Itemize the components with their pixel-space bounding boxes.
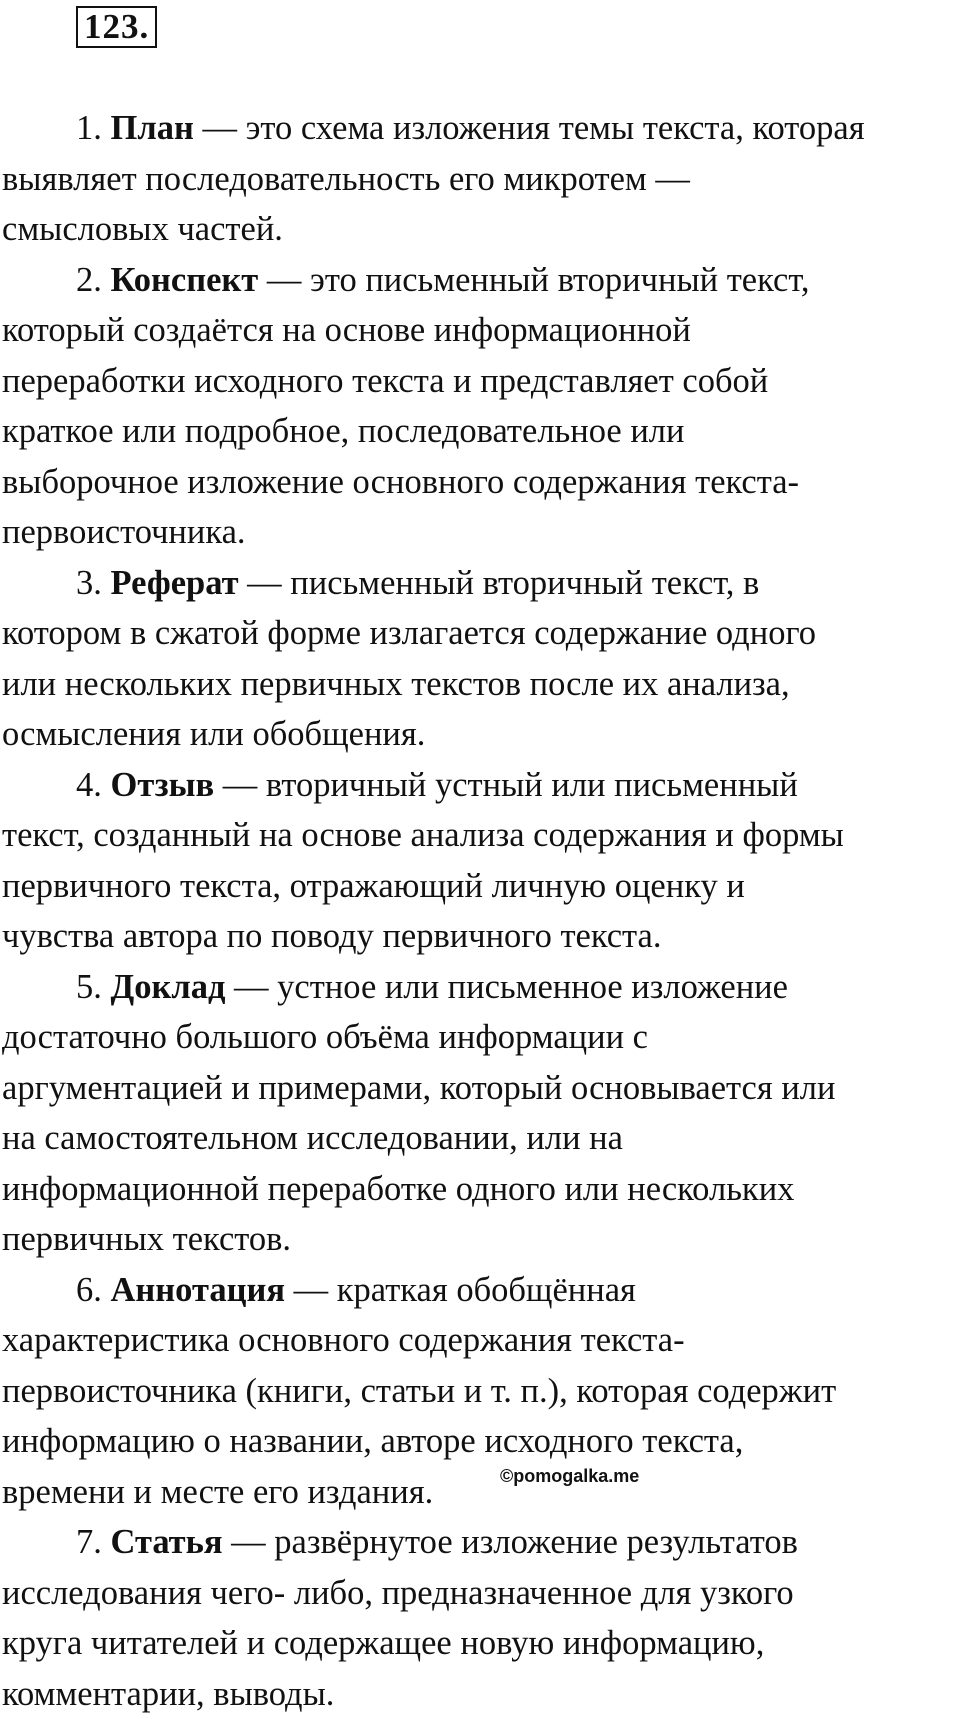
definition-text: — развёрнутое изложение результатов [231, 1523, 798, 1561]
definition-number: 6. [76, 1271, 102, 1309]
definition-text-line: переработки исходного текста и представляет собой [2, 356, 952, 407]
definition-first-line [2, 962, 952, 1013]
definition-text-line: времени и месте его издания. [2, 1467, 952, 1518]
definition-term: Доклад [111, 968, 226, 1006]
definitions-list [2, 103, 952, 1719]
definition-konspekt [2, 255, 952, 558]
definition-first-line [2, 760, 952, 811]
definition-number: 7. [76, 1523, 102, 1561]
definition-text-line: первичного текста, отражающий личную оценку и [2, 861, 952, 912]
definition-number: 3. [76, 564, 102, 602]
definition-text-line: осмысления или обобщения. [2, 709, 952, 760]
definition-text-line: текст, созданный на основе анализа содержания и формы [2, 810, 952, 861]
definition-first-line [2, 1517, 952, 1568]
definition-doklad [2, 962, 952, 1265]
definition-text-line: достаточно большого объёма информации с [2, 1012, 952, 1063]
definition-plan [2, 103, 952, 255]
definition-first-line [2, 255, 952, 306]
definition-number: 1. [76, 109, 102, 147]
watermark-text: ©pomogalka.me [500, 1466, 639, 1486]
definition-term: Аннотация [111, 1271, 286, 1309]
definition-text-line: смысловых частей. [2, 204, 952, 255]
definition-term: Отзыв [111, 766, 215, 804]
definition-text: — краткая обобщённая [294, 1271, 636, 1309]
definition-text-line: первоисточника. [2, 507, 952, 558]
definition-number: 2. [76, 261, 102, 299]
definition-term: Конспект [111, 261, 259, 299]
definition-text-line: аргументацией и примерами, который основывается или [2, 1063, 952, 1114]
definition-text-line: краткое или подробное, последовательное или [2, 406, 952, 457]
definition-text-line: выявляет последовательность его микротем — [2, 154, 952, 205]
definition-text: — устное или письменное изложение [234, 968, 788, 1006]
definition-number: 4. [76, 766, 102, 804]
definition-text-line: или нескольких первичных текстов после их анализа, [2, 659, 952, 710]
definition-term: Статья [111, 1523, 223, 1561]
definition-first-line [2, 1265, 952, 1316]
definition-statya [2, 1517, 952, 1719]
definition-text-line: информационной переработке одного или нескольких [2, 1164, 952, 1215]
definition-text-line: комментарии, выводы. [2, 1669, 952, 1719]
definition-text-line: первичных текстов. [2, 1214, 952, 1265]
definition-text-line: круга читателей и содержащее новую информацию, [2, 1618, 952, 1669]
definition-first-line [2, 103, 952, 154]
definition-text: — это письменный вторичный текст, [267, 261, 810, 299]
definition-text-line: котором в сжатой форме излагается содержание одного [2, 608, 952, 659]
definition-annotatsiya [2, 1265, 952, 1518]
definition-otzyv [2, 760, 952, 962]
definition-text-line: первоисточника (книги, статьи и т. п.), которая содержит [2, 1366, 952, 1417]
definition-number: 5. [76, 968, 102, 1006]
definition-text: — письменный вторичный текст, в [247, 564, 759, 602]
definition-first-line [2, 558, 952, 609]
definition-text: — это схема изложения темы текста, которая [202, 109, 864, 147]
definition-text-line: на самостоятельном исследовании, или на [2, 1113, 952, 1164]
definition-text-line: чувства автора по поводу первичного текста. [2, 911, 952, 962]
task-number-box: 123. [76, 6, 157, 48]
definition-term: План [111, 109, 194, 147]
definition-text-line: выборочное изложение основного содержания текста- [2, 457, 952, 508]
definition-term: Реферат [111, 564, 239, 602]
definition-text-line: характеристика основного содержания текста- [2, 1315, 952, 1366]
definition-referat [2, 558, 952, 760]
definition-text-line: исследования чего- либо, предназначенное для узкого [2, 1568, 952, 1619]
definition-text: — вторичный устный или письменный [223, 766, 798, 804]
definition-text-line: который создаётся на основе информационной [2, 305, 952, 356]
definition-text-line: информацию о названии, авторе исходного текста, [2, 1416, 952, 1467]
